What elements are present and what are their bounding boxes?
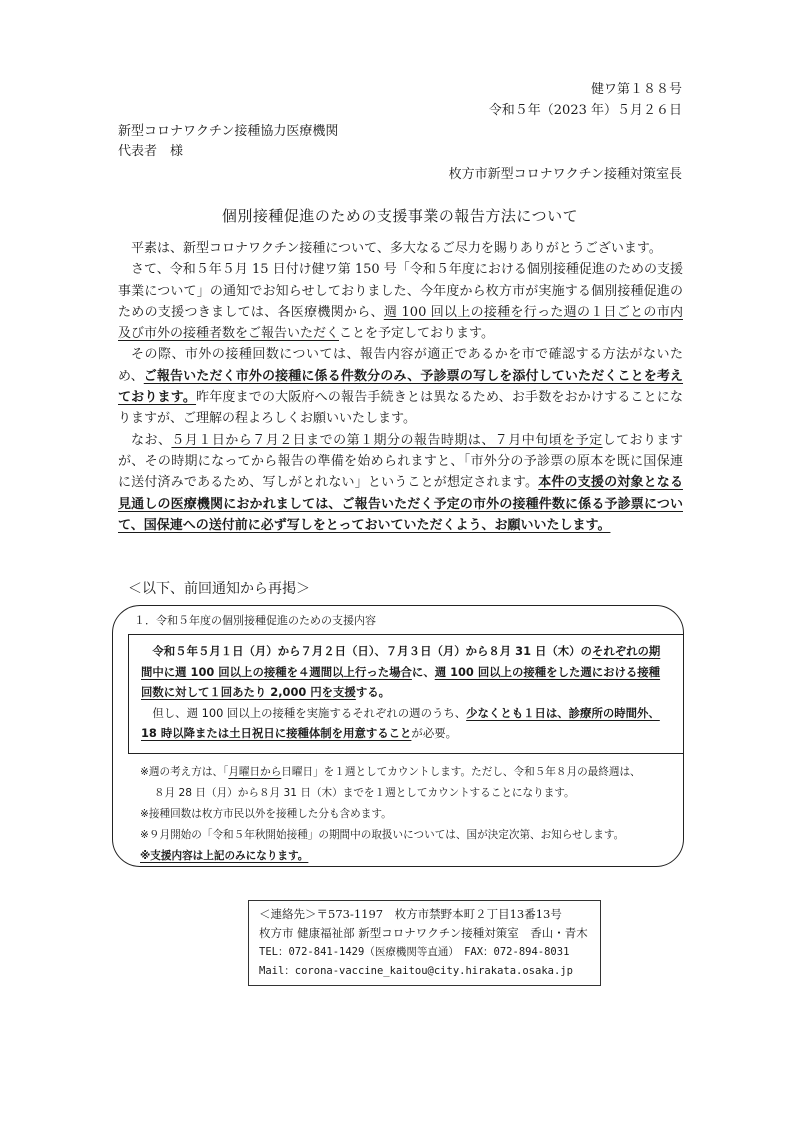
note-count-scope: ※接種回数は枚方市民以外を接種した分も含めます。 (140, 808, 392, 820)
support-conditions-box (128, 634, 684, 754)
additional-condition-end: が必要。 (411, 726, 457, 741)
paragraph-4 (118, 430, 683, 536)
note-week-definition-cont: ８月 28 日（月）から８月 31 日（木）までを１週としてカウントすることになります。 (154, 787, 575, 799)
support-section-title: １．令和５年度の個別接種促進のための支援内容 (134, 614, 376, 627)
contact-phone: TEL：072-841-1429（医療機関等直通） FAX：072-894-8031 (259, 946, 570, 958)
contact-email: Mail：corona-vaccine_kaitou@city.hirakata.osaka.jp (259, 965, 573, 977)
paragraph-4-start: なお、 (131, 432, 172, 448)
note-1-text-end: 日曜日」を１週としてカウントします。ただし、令和５年８月の最終週は、 (281, 766, 641, 778)
document-title: 個別接種促進のための支援事業の報告方法について (221, 207, 579, 225)
support-notes (140, 762, 685, 867)
support-main-condition (141, 641, 671, 703)
paragraph-3-end: 昨年度までの大阪府への報告手続きとは異なるため、お手数をおかけすることになりますが、ご理解の程よろしくお願いいたします。 (118, 390, 683, 427)
recipient-name: 代表者 様 (118, 144, 184, 159)
main-condition-text: 令和５年５月１日（月）から７月２日（日）、７月３日（月）から８月 31 日（木）の (152, 644, 592, 658)
paragraph-2 (118, 259, 683, 344)
note-autumn-campaign: ※９月開始の「令和５年秋開始接種」の期間中の取扱いについては、国が決定次第、お知らせします。 (140, 829, 625, 841)
note-support-limit: ※支援内容は上記のみになります。 (140, 850, 309, 862)
paragraph-2-text: さて、令和５年５月 15 日付け健ワ第 150 号「令和５年度における個別接種促進のための支援事業について」の通知でお知らせしておりました、今年度から枚方市が実施する個別接種促進のための支援つきましては、各医療機関から、 (118, 262, 683, 320)
doc-number: 健ワ第１８８号 (590, 82, 682, 97)
contact-box (248, 900, 601, 986)
additional-condition-text: 但し、週 100 回以上の接種を実施するそれぞれの週のうち、 (152, 705, 467, 720)
additional-condition-underlined: 少なくとも１日は、診療所の時間外、18 時以降または土日祝日に接種体制を用意すること (141, 705, 660, 741)
note-1-underlined: 月曜日から (228, 766, 282, 778)
paragraph-2-underlined: 週 100 回以上の接種を行った週の１日ごとの市内及び市外の接種者数をご報告いただく (118, 304, 683, 342)
contact-address: ＜連絡先＞〒573-1197 枚方市禁野本町２丁目13番13号 (259, 907, 562, 921)
paragraph-4-underlined-2: 本件の支援の対象となる見通しの医療機関におかれましては、ご報告いただく予定の市外の接種件数に係る予診票について、国保連への送付前に必ず写しをとっておいていただくよう、お願いいたします。 (118, 475, 683, 533)
note-week-definition (140, 762, 685, 783)
paragraph-4-text: しておりますが、その時期になってから報告の準備を始められますと、「市外分の予診票の原本を既に国保連に送付済みであるため、写しがとれない」ということが想定されます。 (118, 432, 683, 491)
recipient-org: 新型コロナワクチン接種協力医療機関 (118, 124, 339, 139)
main-condition-mid: に、 (411, 664, 435, 679)
paragraph-3 (118, 344, 683, 429)
body-text (118, 238, 683, 536)
main-condition-end: する。 (355, 685, 391, 700)
paragraph-3-underlined: ご報告いただく市外の接種に係る件数分のみ、予診票の写しを添付していただくことを考えております。 (118, 368, 684, 406)
main-condition-underlined-2: 週 100 回以上の接種をした週における接種回数に対して１回あたり 2,000 円を支援 (141, 664, 661, 700)
paragraph-2-end: ことを予定しております。 (339, 326, 494, 342)
issue-date: 令和５年（2023 年）５月２６日 (488, 103, 682, 118)
note-1-text: ※週の考え方は、「 (140, 766, 229, 778)
contact-department: 枚方市 健康福祉部 新型コロナワクチン接種対策室 香山・青木 (259, 926, 588, 940)
previous-notice-heading: ＜以下、前回通知から再掲＞ (128, 581, 310, 597)
paragraph-4-underlined-1: ５月１日から７月２日までの第１期分の報告時期は、７月中旬頃を予定 (171, 432, 603, 448)
sender: 枚方市新型コロナワクチン接種対策室長 (448, 167, 682, 182)
support-additional-condition (141, 703, 671, 744)
paragraph-1: 平素は、新型コロナワクチン接種について、多大なるご尽力を賜りありがとうございます。 (131, 241, 662, 256)
main-condition-underlined-1: それぞれの期間中に週 100 回以上の接種を４週間以上行った場合 (141, 644, 661, 679)
paragraph-3-text: その際、市外の接種回数については、報告内容が適正であるかを市で確認する方法がないため、 (118, 347, 683, 384)
